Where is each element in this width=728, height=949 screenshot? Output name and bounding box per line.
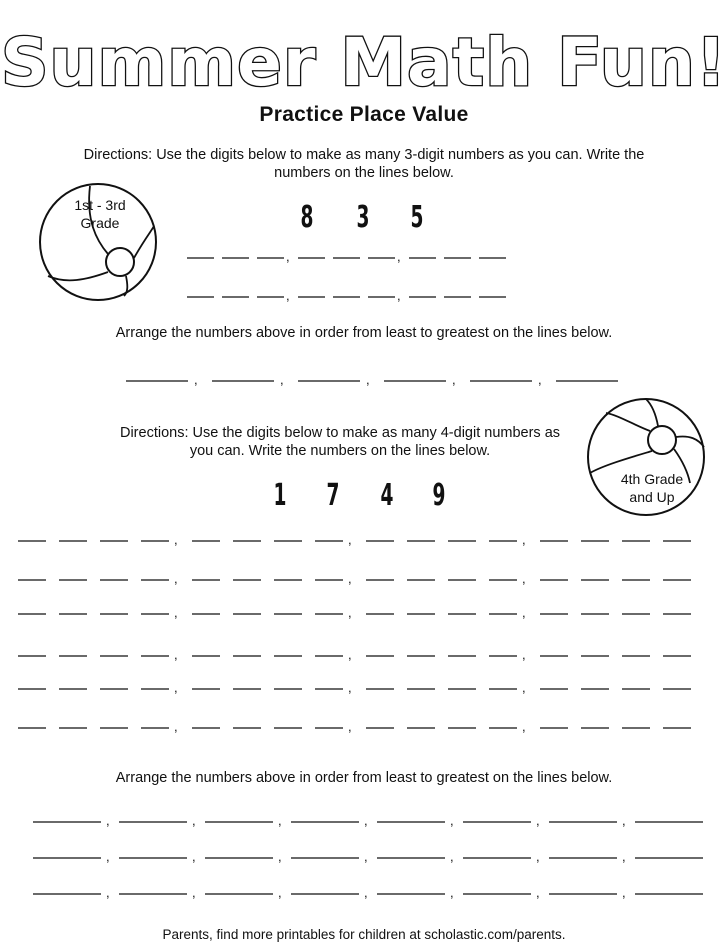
comma-separator: , xyxy=(174,571,178,586)
comma-separator: , xyxy=(366,372,370,387)
comma-separator: , xyxy=(522,532,526,547)
comma-separator: , xyxy=(364,885,368,900)
comma-separator: , xyxy=(278,849,282,864)
comma-separator: , xyxy=(397,288,401,303)
grade-label-line2: Grade xyxy=(80,215,120,231)
footer-text: Parents, find more printables for children at scholastic.com/parents. xyxy=(162,927,566,942)
digit-7: 7 xyxy=(326,478,340,513)
comma-separator: , xyxy=(536,885,540,900)
comma-separator: , xyxy=(364,849,368,864)
comma-separator: , xyxy=(450,885,454,900)
comma-separator: , xyxy=(106,885,110,900)
comma-separator: , xyxy=(522,605,526,620)
page-subtitle: Practice Place Value xyxy=(259,103,469,126)
comma-separator: , xyxy=(538,372,542,387)
comma-separator: , xyxy=(348,605,352,620)
comma-separator: , xyxy=(622,849,626,864)
digit-9: 9 xyxy=(432,478,446,513)
page-title: Summer Math Fun! xyxy=(1,24,727,100)
comma-separator: , xyxy=(348,571,352,586)
comma-separator: , xyxy=(280,372,284,387)
comma-separator: , xyxy=(174,719,178,734)
comma-separator: , xyxy=(174,605,178,620)
grade-label-line1: 4th Grade xyxy=(620,471,684,487)
grade-label-line2: and Up xyxy=(629,489,675,505)
arrange-instruction-4digit: Arrange the numbers above in order from least to greatest on the lines below. xyxy=(115,770,613,786)
directions-3digit-line2: numbers on the lines below. xyxy=(274,165,454,181)
comma-separator: , xyxy=(397,249,401,264)
directions-3digit-line1: Directions: Use the digits below to make as many 3-digit numbers as you can. Write the xyxy=(83,147,645,163)
digit-8: 8 xyxy=(300,200,314,235)
comma-separator: , xyxy=(522,680,526,695)
comma-separator: , xyxy=(174,647,178,662)
comma-separator: , xyxy=(286,249,290,264)
comma-separator: , xyxy=(278,885,282,900)
comma-separator: , xyxy=(522,571,526,586)
comma-separator: , xyxy=(192,813,196,828)
comma-separator: , xyxy=(106,849,110,864)
digit-3: 3 xyxy=(356,200,370,235)
comma-separator: , xyxy=(174,680,178,695)
digit-1: 1 xyxy=(273,478,287,513)
comma-separator: , xyxy=(348,719,352,734)
arrange-instruction-3digit: Arrange the numbers above in order from least to greatest on the lines below. xyxy=(115,325,613,341)
comma-separator: , xyxy=(278,813,282,828)
comma-separator: , xyxy=(536,849,540,864)
comma-separator: , xyxy=(348,647,352,662)
comma-separator: , xyxy=(348,680,352,695)
comma-separator: , xyxy=(348,532,352,547)
directions-4digit-line2: you can. Write the numbers on the lines below. xyxy=(189,443,491,459)
digit-4: 4 xyxy=(380,478,394,513)
grade-label-line1: 1st - 3rd xyxy=(74,197,126,213)
comma-separator: , xyxy=(536,813,540,828)
comma-separator: , xyxy=(106,813,110,828)
comma-separator: , xyxy=(364,813,368,828)
comma-separator: , xyxy=(622,813,626,828)
comma-separator: , xyxy=(286,288,290,303)
comma-separator: , xyxy=(192,885,196,900)
comma-separator: , xyxy=(522,647,526,662)
comma-separator: , xyxy=(192,849,196,864)
comma-separator: , xyxy=(174,532,178,547)
comma-separator: , xyxy=(452,372,456,387)
comma-separator: , xyxy=(522,719,526,734)
comma-separator: , xyxy=(450,849,454,864)
directions-4digit-line1: Directions: Use the digits below to make as many 4-digit numbers as xyxy=(119,425,561,441)
digit-5: 5 xyxy=(410,200,424,235)
comma-separator: , xyxy=(622,885,626,900)
comma-separator: , xyxy=(450,813,454,828)
comma-separator: , xyxy=(194,372,198,387)
